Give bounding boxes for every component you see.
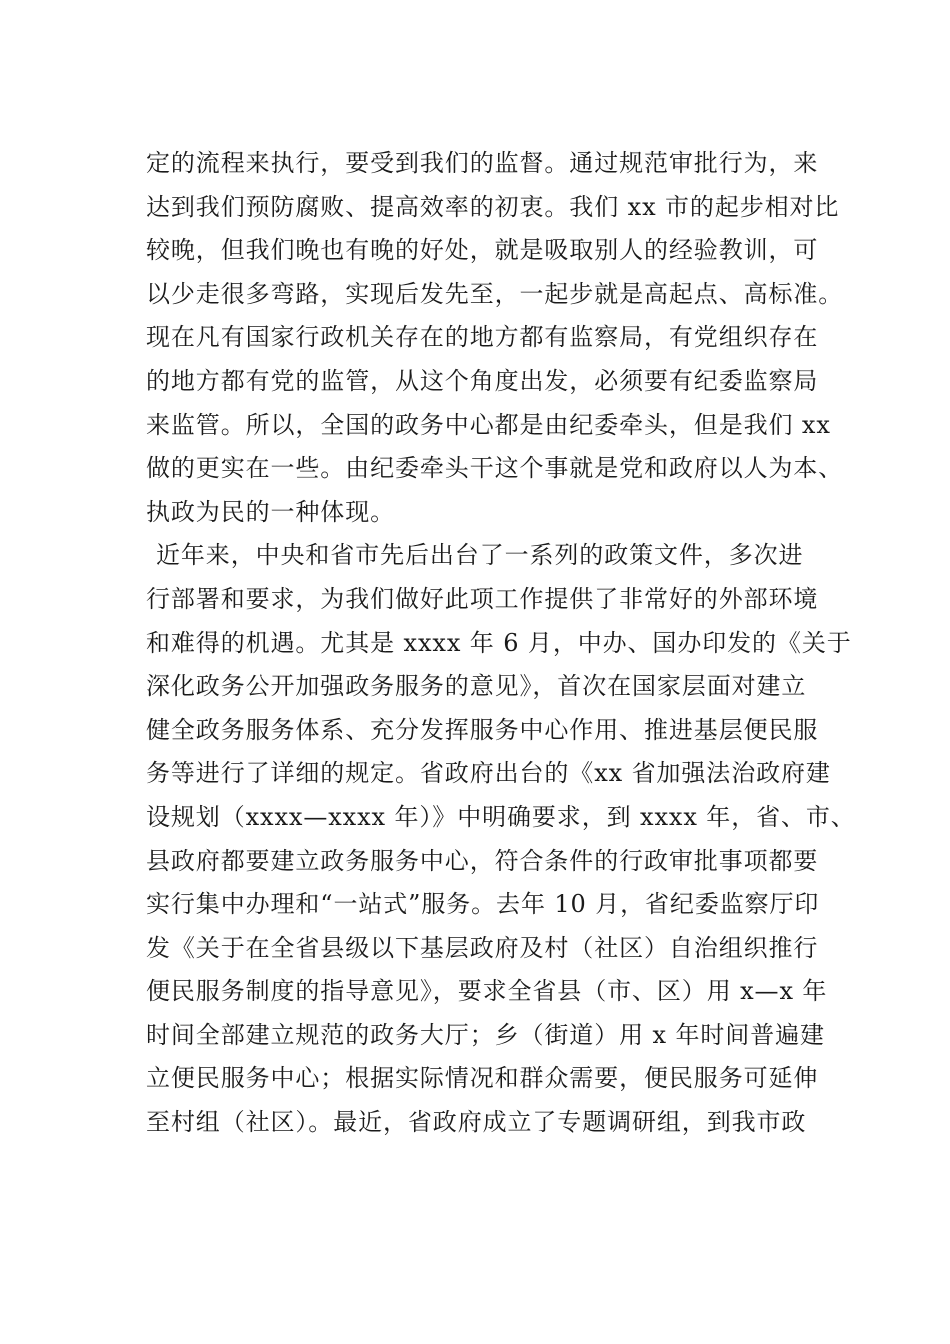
- text-line: 定的流程来执行，要受到我们的监督。通过规范审批行为，来: [146, 149, 819, 177]
- text-line: 执政为民的一种体现。: [146, 497, 395, 526]
- text-line: 时间全部建立规范的政务大厅；乡（街道）用 x 年时间普遍建: [146, 1020, 825, 1049]
- text-line: 行部署和要求，为我们做好此项工作提供了非常好的外部环境: [146, 584, 819, 613]
- text-line: 健全政务服务体系、充分发挥服务中心作用、推进基层便民服: [146, 715, 819, 744]
- text-line: 设规划（xxxx—xxxx 年）》中明确要求，到 xxxx 年，省、市、: [146, 802, 856, 831]
- text-line: 至村组（社区）。最近，省政府成立了专题调研组，到我市政: [146, 1108, 807, 1137]
- text-line: 便民服务制度的指导意见》，要求全省县（市、区）用 x—x 年: [146, 977, 828, 1006]
- body-text: [146, 142, 856, 1145]
- text-line: 发《关于在全省县级以下基层政府及村（社区）自治组织推行: [146, 933, 819, 962]
- text-line: 近年来，中央和省市先后出台了一系列的政策文件，多次进: [156, 541, 804, 570]
- text-line: 以少走很多弯路，实现后发先至，一起步就是高起点、高标准。: [146, 279, 844, 308]
- text-line: 现在凡有国家行政机关存在的地方都有监察局，有党组织存在: [146, 323, 819, 352]
- text-line: 达到我们预防腐败、提高效率的初衷。我们 xx 市的起步相对比: [146, 192, 840, 221]
- text-line: 较晚，但我们晚也有晚的好处，就是吸取别人的经验教训，可: [146, 236, 819, 265]
- text-line: 立便民服务中心；根据实际情况和群众需要，便民服务可延伸: [146, 1064, 819, 1093]
- text-line: 来监管。所以，全国的政务中心都是由纪委牵头，但是我们 xx: [146, 410, 831, 439]
- paragraph-1: [146, 142, 844, 534]
- text-line: 的地方都有党的监管，从这个角度出发，必须要有纪委监察局: [146, 366, 819, 395]
- text-line: 务等进行了详细的规定。省政府出台的《xx 省加强法治政府建: [146, 759, 831, 788]
- text-line: 深化政务公开加强政务服务的意见》，首次在国家层面对建立: [146, 672, 807, 701]
- text-line: 做的更实在一些。由纪委牵头干这个事就是党和政府以人为本、: [146, 454, 844, 483]
- paragraph-2: [146, 534, 856, 1144]
- text-line: 和难得的机遇。尤其是 xxxx 年 6 月，中办、国办印发的《关于: [146, 628, 852, 657]
- text-line: 县政府都要建立政务服务中心，符合条件的行政审批事项都要: [146, 846, 819, 875]
- text-line: 实行集中办理和“一站式”服务。去年 10 月，省纪委监察厅印: [146, 890, 820, 919]
